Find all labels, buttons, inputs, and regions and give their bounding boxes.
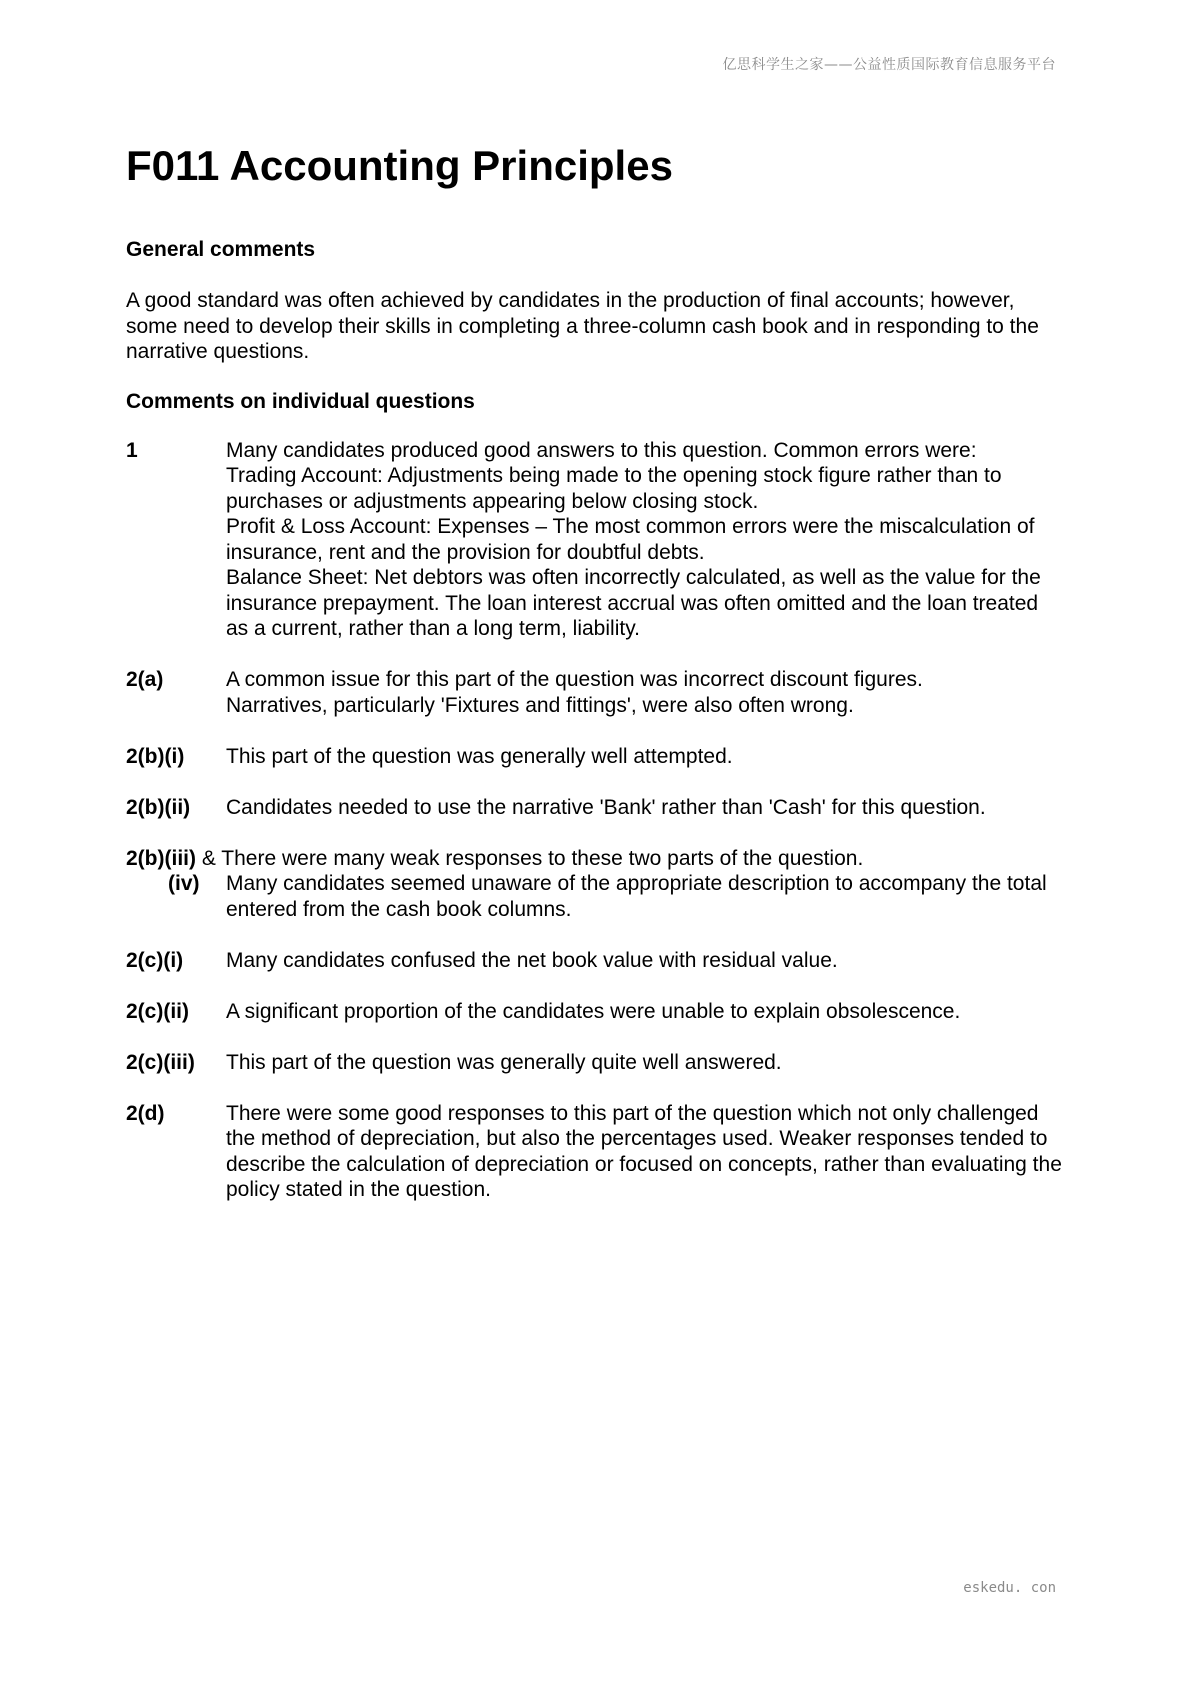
comment-line: Narratives, particularly 'Fixtures and fittings', were also often wrong. <box>226 693 854 717</box>
comment-line: Candidates needed to use the narrative 'Bank' rather than 'Cash' for this question. <box>226 795 986 819</box>
question-label: 2(c)(ii) <box>126 999 189 1023</box>
question-item <box>126 948 1066 974</box>
question-continuation <box>126 871 1066 922</box>
question-comment <box>226 1101 1066 1203</box>
comment-line: Many candidates confused the net book value with residual value. <box>226 948 838 972</box>
question-item <box>126 1050 1066 1076</box>
question-item <box>126 744 1066 770</box>
comment-line: A common issue for this part of the question was incorrect discount figures. <box>226 668 923 691</box>
question-list <box>126 438 1066 1203</box>
comment-line: This part of the question was generally well attempted. <box>226 744 733 768</box>
question-item <box>126 846 1066 923</box>
question-sublabel: (iv) <box>168 872 200 895</box>
question-label: 2(a) <box>126 668 164 691</box>
question-label: 2(c)(i) <box>126 948 184 972</box>
document-body <box>126 140 1066 1228</box>
question-item <box>126 999 1066 1025</box>
question-label: 2(c)(iii) <box>126 1050 195 1074</box>
question-label: 2(b)(i) <box>126 744 185 768</box>
individual-questions-heading: Comments on individual questions <box>126 389 475 413</box>
question-first-line <box>126 846 1066 872</box>
question-label: 2(b)(iii) <box>126 846 196 870</box>
comment-line: Balance Sheet: Net debtors was often incorrectly calculated, as well as the value for the insurance prepayment. The loan interest accrual was often omitted and the loan treated as a current, rather than a long term, liability. <box>226 566 1041 640</box>
question-label: 2(b)(ii) <box>126 795 191 819</box>
comment-line: This part of the question was generally quite well answered. <box>226 1050 782 1074</box>
comment-line: Many candidates produced good answers to this question. Common errors were: <box>226 438 977 462</box>
question-comment <box>226 744 1066 770</box>
comment-line: Many candidates seemed unaware of the appropriate description to accompany the total entered from the cash book columns. <box>226 872 1047 921</box>
general-comments-heading: General comments <box>126 238 316 261</box>
comment-line: Trading Account: Adjustments being made to the opening stock figure rather than to purchases or adjustments appearing below closing stock. <box>226 464 1002 513</box>
comment-line: There were many weak responses to these two parts of the question. <box>221 846 864 870</box>
header-watermark: 亿思科学生之家——公益性质国际教育信息服务平台 <box>722 57 1056 73</box>
question-item <box>126 795 1066 821</box>
comment-line: There were some good responses to this part of the question which not only challenged the method of depreciation, but also the percentages used. Weaker responses tended to describe the calculation of depreciation or focused on concepts, rather than evaluating the policy stated in the question. <box>226 1101 1062 1201</box>
comment-line: A significant proportion of the candidates were unable to explain obsolescence. <box>226 999 961 1023</box>
question-comment <box>226 948 1066 974</box>
page-title: F011 Accounting Principles <box>126 142 673 189</box>
question-comment <box>226 438 1066 642</box>
question-label: 2(d) <box>126 1101 165 1125</box>
comment-line: Profit & Loss Account: Expenses – The most common errors were the miscalculation of insurance, rent and the provision for doubtful debts. <box>226 515 1035 564</box>
question-item <box>126 438 1066 642</box>
label-connector: & <box>195 846 222 870</box>
question-item <box>126 667 1066 718</box>
question-comment <box>226 1050 1066 1076</box>
question-label: 1 <box>126 438 138 462</box>
question-comment <box>226 999 1066 1025</box>
question-item <box>126 1101 1066 1203</box>
question-comment <box>226 667 1066 718</box>
footer-watermark: eskedu. con <box>963 1580 1056 1596</box>
question-comment <box>226 795 1066 821</box>
general-comments-text: A good standard was often achieved by candidates in the production of final accounts; however, some need to develop their skills in completing a three-column cash book and in responding to the narrative questions. <box>126 289 1039 363</box>
